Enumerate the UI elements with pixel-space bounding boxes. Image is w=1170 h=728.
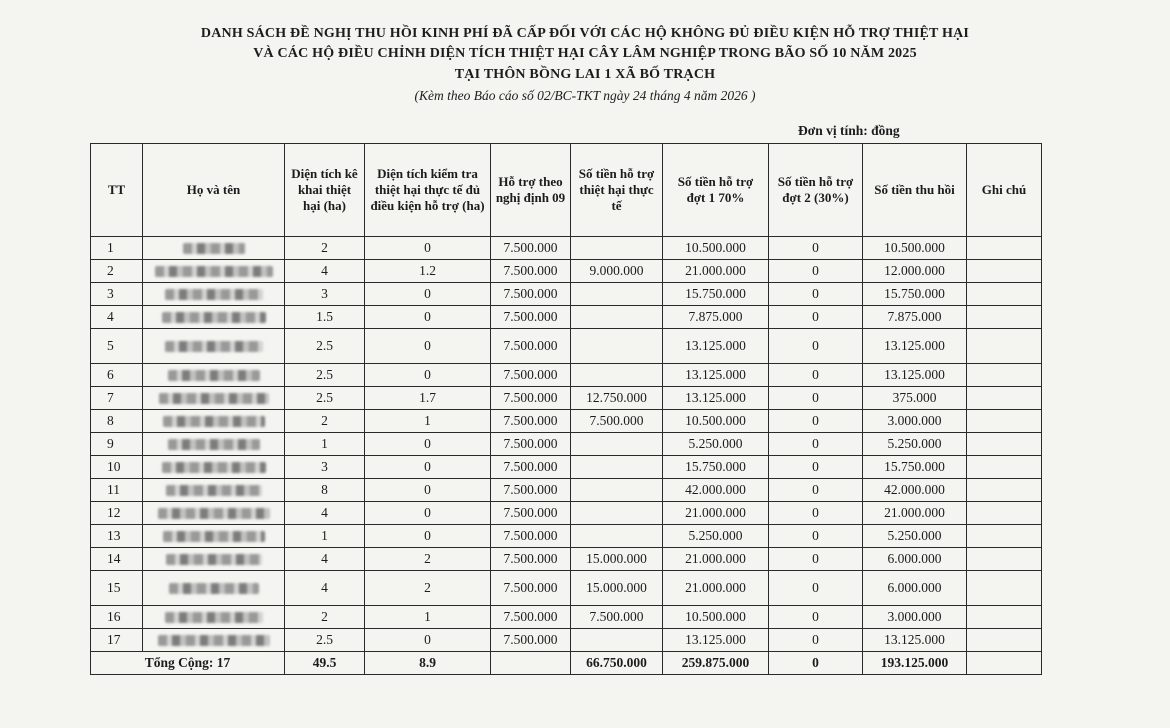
cell-declared-area: 2 (285, 237, 365, 260)
cell-phase-2-support: 0 (769, 364, 863, 387)
cell-decree-09-support: 7.500.000 (491, 525, 571, 548)
cell-name-redacted (143, 456, 285, 479)
redacted-name-blur (165, 341, 263, 352)
redacted-name-blur (168, 439, 260, 450)
cell-phase-1-support: 10.500.000 (663, 606, 769, 629)
cell-actual-damage-support (571, 479, 663, 502)
table-row (91, 387, 1042, 410)
cell-actual-damage-support (571, 456, 663, 479)
cell-decree-09-support: 7.500.000 (491, 456, 571, 479)
cell-name-redacted (143, 571, 285, 606)
cell-recovery-amount: 5.250.000 (863, 525, 967, 548)
cell-notes (967, 410, 1042, 433)
cell-notes (967, 364, 1042, 387)
table-row (91, 283, 1042, 306)
total-declared-area: 49.5 (285, 652, 365, 675)
cell-name-redacted (143, 283, 285, 306)
cell-notes (967, 433, 1042, 456)
header-declared-area: Diện tích kê khai thiệt hại (ha) (285, 144, 365, 237)
cell-recovery-amount: 375.000 (863, 387, 967, 410)
header-actual-damage-support: Số tiền hỗ trợ thiệt hại thực tế (571, 144, 663, 237)
cell-name-redacted (143, 525, 285, 548)
cell-tt: 6 (91, 364, 143, 387)
cell-name-redacted (143, 387, 285, 410)
header-phase-2-support: Số tiền hỗ trợ đợt 2 (30%) (769, 144, 863, 237)
header-inspected-area: Diện tích kiểm tra thiệt hại thực tế đủ điều kiện hỗ trợ (ha) (365, 144, 491, 237)
total-inspected-area: 8.9 (365, 652, 491, 675)
cell-declared-area: 2.5 (285, 629, 365, 652)
cell-decree-09-support: 7.500.000 (491, 364, 571, 387)
cell-tt: 7 (91, 387, 143, 410)
table-row (91, 479, 1042, 502)
cell-name-redacted (143, 364, 285, 387)
cell-declared-area: 3 (285, 283, 365, 306)
cell-phase-1-support: 13.125.000 (663, 329, 769, 364)
cell-inspected-area: 0 (365, 629, 491, 652)
redacted-name-blur (159, 393, 269, 404)
cell-phase-2-support: 0 (769, 410, 863, 433)
cell-decree-09-support: 7.500.000 (491, 502, 571, 525)
cell-phase-2-support: 0 (769, 433, 863, 456)
redacted-name-blur (155, 266, 273, 277)
cell-actual-damage-support: 7.500.000 (571, 606, 663, 629)
cell-name-redacted (143, 410, 285, 433)
cell-phase-1-support: 5.250.000 (663, 525, 769, 548)
cell-declared-area: 1 (285, 525, 365, 548)
cell-inspected-area: 1.2 (365, 260, 491, 283)
cell-name-redacted (143, 606, 285, 629)
cell-phase-2-support: 0 (769, 606, 863, 629)
cell-actual-damage-support (571, 364, 663, 387)
table-row (91, 571, 1042, 606)
cell-declared-area: 8 (285, 479, 365, 502)
cell-actual-damage-support (571, 306, 663, 329)
cell-decree-09-support: 7.500.000 (491, 479, 571, 502)
cell-declared-area: 2.5 (285, 387, 365, 410)
cell-tt: 1 (91, 237, 143, 260)
cell-decree-09-support: 7.500.000 (491, 260, 571, 283)
cell-phase-1-support: 42.000.000 (663, 479, 769, 502)
cell-inspected-area: 2 (365, 548, 491, 571)
cell-tt: 4 (91, 306, 143, 329)
cell-phase-1-support: 21.000.000 (663, 571, 769, 606)
cell-notes (967, 606, 1042, 629)
cell-notes (967, 329, 1042, 364)
redacted-name-blur (163, 416, 265, 427)
cell-decree-09-support: 7.500.000 (491, 306, 571, 329)
cell-recovery-amount: 21.000.000 (863, 502, 967, 525)
cell-actual-damage-support (571, 629, 663, 652)
cell-phase-1-support: 13.125.000 (663, 387, 769, 410)
cell-declared-area: 4 (285, 571, 365, 606)
cell-notes (967, 306, 1042, 329)
table-row (91, 525, 1042, 548)
total-recovery-amount: 193.125.000 (863, 652, 967, 675)
table-row (91, 629, 1042, 652)
table-header-row (91, 144, 1042, 237)
cell-tt: 3 (91, 283, 143, 306)
cell-decree-09-support: 7.500.000 (491, 283, 571, 306)
cell-notes (967, 548, 1042, 571)
cell-tt: 14 (91, 548, 143, 571)
cell-name-redacted (143, 260, 285, 283)
cell-inspected-area: 0 (365, 329, 491, 364)
cell-notes (967, 571, 1042, 606)
table-row (91, 364, 1042, 387)
cell-actual-damage-support: 7.500.000 (571, 410, 663, 433)
cell-phase-2-support: 0 (769, 571, 863, 606)
cell-actual-damage-support (571, 237, 663, 260)
redacted-name-blur (162, 462, 266, 473)
cell-recovery-amount: 13.125.000 (863, 364, 967, 387)
cell-name-redacted (143, 629, 285, 652)
cell-phase-1-support: 13.125.000 (663, 364, 769, 387)
header-decree-09-support: Hỗ trợ theo nghị định 09 (491, 144, 571, 237)
cell-notes (967, 502, 1042, 525)
cell-phase-1-support: 15.750.000 (663, 283, 769, 306)
cell-inspected-area: 1.7 (365, 387, 491, 410)
cell-declared-area: 3 (285, 456, 365, 479)
cell-inspected-area: 0 (365, 479, 491, 502)
cell-declared-area: 4 (285, 502, 365, 525)
cell-inspected-area: 0 (365, 364, 491, 387)
cell-notes (967, 237, 1042, 260)
cell-recovery-amount: 3.000.000 (863, 410, 967, 433)
document-title-line-3: TẠI THÔN BỒNG LAI 1 XÃ BỐ TRẠCH (454, 67, 716, 82)
redacted-name-blur (166, 485, 262, 496)
cell-decree-09-support: 7.500.000 (491, 571, 571, 606)
redacted-name-blur (168, 370, 260, 381)
cell-tt: 13 (91, 525, 143, 548)
recovery-table (90, 143, 1042, 675)
total-actual-damage-support: 66.750.000 (571, 652, 663, 675)
redacted-name-blur (165, 289, 263, 300)
redacted-name-blur (169, 583, 259, 594)
cell-tt: 5 (91, 329, 143, 364)
cell-phase-1-support: 13.125.000 (663, 629, 769, 652)
cell-inspected-area: 0 (365, 433, 491, 456)
cell-actual-damage-support: 15.000.000 (571, 571, 663, 606)
cell-notes (967, 456, 1042, 479)
cell-phase-2-support: 0 (769, 525, 863, 548)
cell-inspected-area: 0 (365, 525, 491, 548)
redacted-name-blur (183, 243, 245, 254)
cell-declared-area: 2.5 (285, 364, 365, 387)
cell-recovery-amount: 13.125.000 (863, 329, 967, 364)
cell-phase-2-support: 0 (769, 329, 863, 364)
cell-phase-1-support: 5.250.000 (663, 433, 769, 456)
redacted-name-blur (158, 635, 270, 646)
cell-inspected-area: 1 (365, 606, 491, 629)
cell-name-redacted (143, 306, 285, 329)
cell-tt: 17 (91, 629, 143, 652)
cell-recovery-amount: 42.000.000 (863, 479, 967, 502)
cell-phase-2-support: 0 (769, 306, 863, 329)
cell-declared-area: 1 (285, 433, 365, 456)
cell-tt: 10 (91, 456, 143, 479)
cell-tt: 11 (91, 479, 143, 502)
cell-inspected-area: 0 (365, 283, 491, 306)
table-row (91, 456, 1042, 479)
cell-recovery-amount: 15.750.000 (863, 283, 967, 306)
cell-decree-09-support: 7.500.000 (491, 387, 571, 410)
cell-inspected-area: 0 (365, 456, 491, 479)
cell-inspected-area: 2 (365, 571, 491, 606)
header-tt: TT (91, 144, 143, 237)
cell-decree-09-support: 7.500.000 (491, 237, 571, 260)
cell-name-redacted (143, 433, 285, 456)
cell-inspected-area: 0 (365, 502, 491, 525)
cell-inspected-area: 1 (365, 410, 491, 433)
cell-actual-damage-support: 15.000.000 (571, 548, 663, 571)
cell-notes (967, 387, 1042, 410)
header-phase-1-support: Số tiền hỗ trợ đợt 1 70% (663, 144, 769, 237)
cell-name-redacted (143, 479, 285, 502)
cell-decree-09-support: 7.500.000 (491, 433, 571, 456)
cell-name-redacted (143, 329, 285, 364)
redacted-name-blur (165, 612, 263, 623)
cell-phase-1-support: 21.000.000 (663, 548, 769, 571)
document-title-line-2: VÀ CÁC HỘ ĐIỀU CHỈNH DIỆN TÍCH THIỆT HẠI CÂY LÂM NGHIỆP TRONG BÃO SỐ 10 NĂM 2025 (253, 46, 917, 61)
cell-actual-damage-support (571, 329, 663, 364)
table-row (91, 306, 1042, 329)
header-name: Họ và tên (143, 144, 285, 237)
cell-tt: 2 (91, 260, 143, 283)
currency-unit-label: Đơn vị tính: đồng (798, 123, 900, 138)
cell-recovery-amount: 12.000.000 (863, 260, 967, 283)
cell-recovery-amount: 3.000.000 (863, 606, 967, 629)
cell-actual-damage-support (571, 283, 663, 306)
table-row (91, 548, 1042, 571)
cell-name-redacted (143, 502, 285, 525)
total-decree-09-support (491, 652, 571, 675)
cell-declared-area: 1.5 (285, 306, 365, 329)
cell-declared-area: 2 (285, 410, 365, 433)
cell-notes (967, 283, 1042, 306)
table-row (91, 329, 1042, 364)
cell-tt: 15 (91, 571, 143, 606)
cell-declared-area: 4 (285, 548, 365, 571)
cell-notes (967, 260, 1042, 283)
redacted-name-blur (163, 531, 265, 542)
cell-decree-09-support: 7.500.000 (491, 606, 571, 629)
table-row (91, 606, 1042, 629)
cell-tt: 9 (91, 433, 143, 456)
document-title-line-1: DANH SÁCH ĐỀ NGHỊ THU HỒI KINH PHÍ ĐÃ CẤP ĐỐI VỚI CÁC HỘ KHÔNG ĐỦ ĐIỀU KIỆN HỖ TRỢ THIỆT HẠI (200, 26, 970, 41)
document-subtitle: (Kèm theo Báo cáo số 02/BC-TKT ngày 24 tháng 4 năm 2026 ) (414, 88, 756, 103)
cell-notes (967, 629, 1042, 652)
cell-phase-1-support: 7.875.000 (663, 306, 769, 329)
cell-notes (967, 525, 1042, 548)
header-recovery-amount: Số tiền thu hồi (863, 144, 967, 237)
cell-tt: 12 (91, 502, 143, 525)
cell-phase-1-support: 10.500.000 (663, 410, 769, 433)
cell-recovery-amount: 15.750.000 (863, 456, 967, 479)
cell-actual-damage-support (571, 433, 663, 456)
cell-phase-1-support: 10.500.000 (663, 237, 769, 260)
total-phase-1-support: 259.875.000 (663, 652, 769, 675)
table-row (91, 237, 1042, 260)
cell-recovery-amount: 5.250.000 (863, 433, 967, 456)
table-row (91, 433, 1042, 456)
cell-tt: 8 (91, 410, 143, 433)
cell-tt: 16 (91, 606, 143, 629)
total-notes (967, 652, 1042, 675)
cell-declared-area: 2.5 (285, 329, 365, 364)
cell-phase-1-support: 21.000.000 (663, 260, 769, 283)
cell-phase-2-support: 0 (769, 629, 863, 652)
total-row (91, 652, 1042, 675)
cell-phase-2-support: 0 (769, 456, 863, 479)
cell-actual-damage-support: 9.000.000 (571, 260, 663, 283)
redacted-name-blur (162, 312, 266, 323)
cell-phase-2-support: 0 (769, 283, 863, 306)
table-row (91, 502, 1042, 525)
cell-name-redacted (143, 548, 285, 571)
cell-phase-2-support: 0 (769, 387, 863, 410)
table-row (91, 260, 1042, 283)
cell-phase-2-support: 0 (769, 502, 863, 525)
total-label: Tổng Cộng: 17 (91, 652, 285, 675)
cell-actual-damage-support: 12.750.000 (571, 387, 663, 410)
cell-decree-09-support: 7.500.000 (491, 629, 571, 652)
table-row (91, 410, 1042, 433)
cell-recovery-amount: 10.500.000 (863, 237, 967, 260)
cell-decree-09-support: 7.500.000 (491, 329, 571, 364)
cell-recovery-amount: 6.000.000 (863, 548, 967, 571)
cell-actual-damage-support (571, 525, 663, 548)
cell-declared-area: 4 (285, 260, 365, 283)
cell-phase-2-support: 0 (769, 479, 863, 502)
cell-inspected-area: 0 (365, 306, 491, 329)
redacted-name-blur (158, 508, 270, 519)
cell-notes (967, 479, 1042, 502)
cell-declared-area: 2 (285, 606, 365, 629)
cell-inspected-area: 0 (365, 237, 491, 260)
cell-decree-09-support: 7.500.000 (491, 410, 571, 433)
cell-name-redacted (143, 237, 285, 260)
cell-decree-09-support: 7.500.000 (491, 548, 571, 571)
header-notes: Ghi chú (967, 144, 1042, 237)
cell-recovery-amount: 6.000.000 (863, 571, 967, 606)
cell-phase-1-support: 21.000.000 (663, 502, 769, 525)
cell-phase-2-support: 0 (769, 237, 863, 260)
cell-recovery-amount: 7.875.000 (863, 306, 967, 329)
cell-phase-1-support: 15.750.000 (663, 456, 769, 479)
cell-phase-2-support: 0 (769, 548, 863, 571)
cell-actual-damage-support (571, 502, 663, 525)
redacted-name-blur (166, 554, 262, 565)
cell-phase-2-support: 0 (769, 260, 863, 283)
cell-recovery-amount: 13.125.000 (863, 629, 967, 652)
total-phase-2-support: 0 (769, 652, 863, 675)
